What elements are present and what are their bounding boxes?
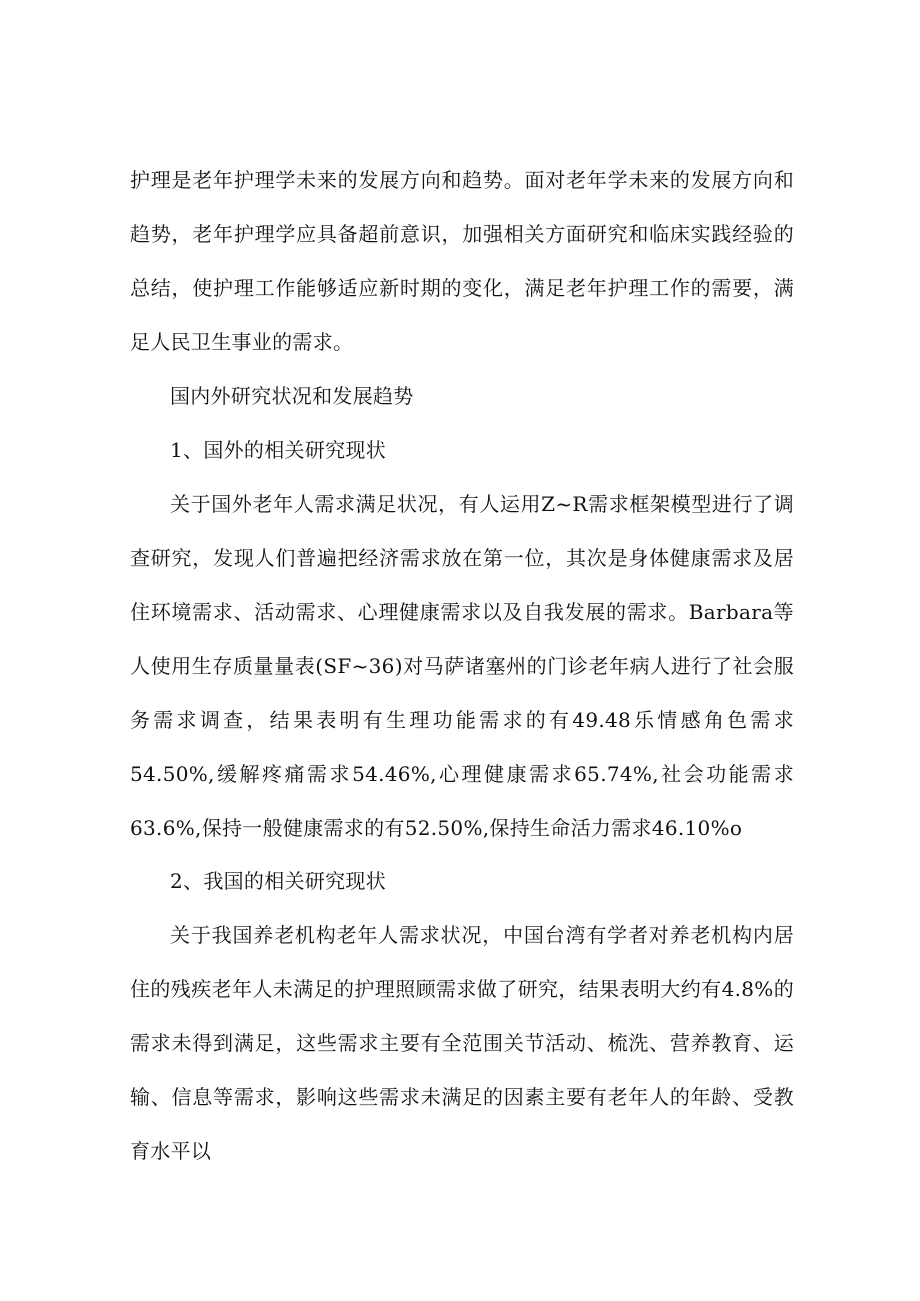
paragraph-nursing-trend: 护理是老年护理学未来的发展方向和趋势。面对老年学未来的发展方向和趋势，老年护理学应具备超前意识，加强相关方面研究和临床实践经验的总结，使护理工作能够适应新时期的变化，满足老年护理工作的需要，满足人民卫生事业的需求。 xyxy=(130,168,794,354)
subheading-foreign-research: 1、国外的相关研究现状 xyxy=(170,438,387,462)
paragraph-foreign-research: 关于国外老年人需求满足状况，有人运用Z~R需求框架模型进行了调查研究，发现人们普遍把经济需求放在第一位，其次是身体健康需求及居住环境需求、活动需求、心理健康需求以及自我发展的需求。Barbara等人使用生存质量量表(SF~36)对马萨诸塞州的门诊老年病人进行了社会服务需求调查，结果表明有生理功能需求的有49.48乐情感角色需求54.50%,缓解疼痛需求54.46%,心理健康需求65.74%,社会功能需求63.6%,保持一般健康需求的有52.50%,保持生命活力需求46.10%o xyxy=(130,492,794,840)
section-heading-research-status: 国内外研究状况和发展趋势 xyxy=(170,384,414,408)
subheading-domestic-research: 2、我国的相关研究现状 xyxy=(170,869,387,893)
paragraph-domestic-research: 关于我国养老机构老年人需求状况，中国台湾有学者对养老机构内居住的残疾老年人未满足的护理照顾需求做了研究，结果表明大约有4.8%的需求未得到满足，这些需求主要有全范围关节活动、梳洗、营养教育、运输、信息等需求，影响这些需求未满足的因素主要有老年人的年龄、受教育水平以 xyxy=(130,923,794,1163)
